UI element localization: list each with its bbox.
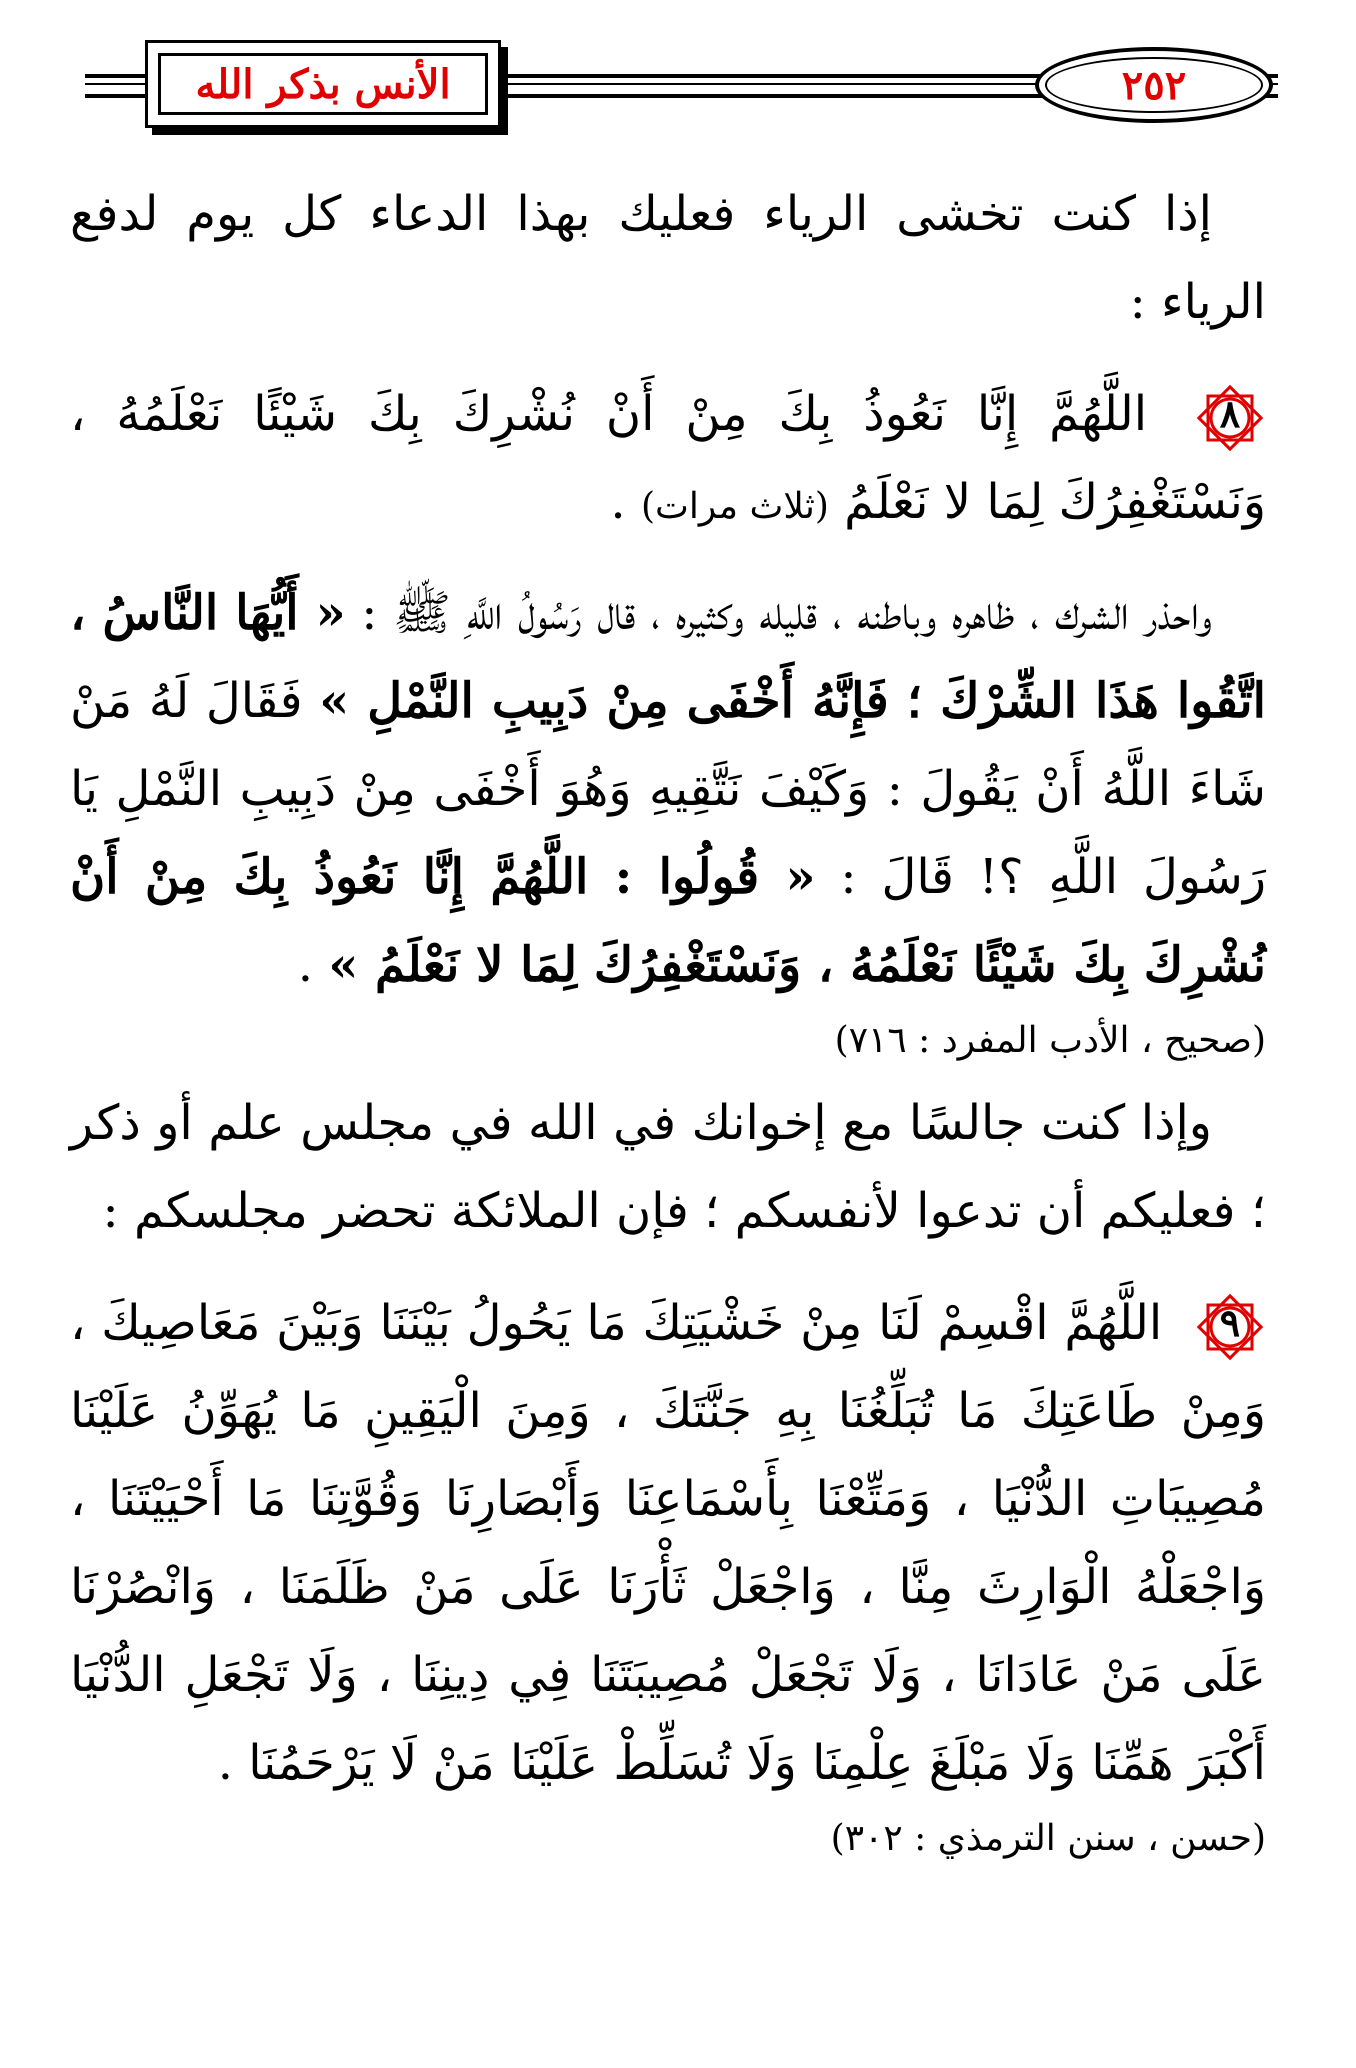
dua-number: ٩: [1219, 1299, 1241, 1345]
dua-8-end: .: [610, 474, 641, 530]
dua-number: ٨: [1219, 390, 1241, 436]
source-citation-2: (حسن ، سنن الترمذي : ٣٠٢): [830, 1818, 1266, 1859]
page-content: [70, 170, 1266, 1877]
dua-number-badge-8: [1194, 382, 1266, 454]
hadith-paragraph: [70, 569, 1266, 1009]
dua-9-paragraph: [70, 1279, 1266, 1807]
dua-8-text: اللَّهُمَّ إِنَّا نَعُوذُ بِكَ مِنْ أَنْ نُشْرِكَ بِكَ شَيْئًا نَعْلَمُهُ ، وَنَسْتَغْفِرُكَ لِمَا لا نَعْلَمُ: [70, 386, 1266, 530]
source-citation-1: (صحيح ، الأدب المفرد : ٧١٦): [834, 1020, 1266, 1061]
hadith-middle: فَقَالَ لَهُ مَنْ شَاءَ اللَّهُ أَنْ يَقُولَ : وَكَيْفَ نَتَّقِيهِ وَهُوَ أَخْفَى مِنْ دَبِيبِ النَّمْلِ يَا رَسُولَ اللَّهِ ؟! قَالَ :: [70, 673, 1267, 905]
hadith-end: .: [297, 937, 329, 993]
page-number: ٢٥٢: [1035, 47, 1273, 123]
hadith-quote-2: « قُولُوا : اللَّهُمَّ إِنَّا نَعُوذُ بِكَ مِنْ أَنْ نُشْرِكَ بِكَ شَيْئًا نَعْلَمُهُ ، وَنَسْتَغْفِرُكَ لِمَا لا نَعْلَمُ »: [70, 849, 1266, 993]
intro-paragraph: إذا كنت تخشى الرياء فعليك بهذا الدعاء كل يوم لدفع الرياء :: [70, 186, 1266, 330]
hadith-quote-1: « أَيُّهَا النَّاسُ ، اتَّقُوا هَذَا الشِّرْكَ ؛ فَإِنَّهُ أَخْفَى مِنْ دَبِيبِ النَّمْلِ »: [70, 585, 1267, 729]
dua-9-text: اللَّهُمَّ اقْسِمْ لَنَا مِنْ خَشْيَتِكَ مَا يَحُولُ بَيْنَنَا وَبَيْنَ مَعَاصِيكَ ، وَمِنْ طَاعَتِكَ مَا تُبَلِّغُنَا بِهِ جَنَّتَكَ ، وَمِنَ الْيَقِينِ مَا يُهَوِّنُ عَلَيْنَا مُصِيبَاتِ الدُّنْيَا ، وَمَتِّعْنَا بِأَسْمَاعِنَا وَأَبْصَارِنَا وَقُوَّتِنَا مَا أَحْيَيْتَنَا ، وَاجْعَلْهُ الْوَارِثَ مِنَّا ، وَاجْعَلْ ثَأْرَنَا عَلَى مَنْ ظَلَمَنَا ، وَانْصُرْنَا عَلَى مَنْ عَادَانَا ، وَلَا تَجْعَلْ مُصِيبَتَنَا فِي دِينِنَا ، وَلَا تَجْعَلِ الدُّنْيَا أَكْبَرَ هَمِّنَا وَلَا مَبْلَغَ عِلْمِنَا وَلَا تُسَلِّطْ عَلَيْنَا مَنْ لَا يَرْحَمُنَا .: [70, 1295, 1266, 1791]
dua-8-paragraph: [70, 370, 1266, 551]
dua-8-note: (ثلاث مرات): [640, 486, 829, 527]
running-title-frame: [145, 40, 501, 128]
running-title: الأنس بذكر الله: [158, 53, 488, 115]
page-header: [0, 0, 1356, 140]
hadith-intro: واحذر الشرك ، ظاهره وباطنه ، قليله وكثيره ، قال رَسُولُ اللَّهِ ﷺ :: [345, 585, 1213, 641]
gathering-paragraph: وإذا كنت جالسًا مع إخوانك في الله في مجلس علم أو ذكر ؛ فعليكم أن تدعوا لأنفسكم ؛ فإن الملائكة تحضر مجلسكم :: [70, 1095, 1266, 1239]
dua-number-badge-9: [1194, 1291, 1266, 1363]
